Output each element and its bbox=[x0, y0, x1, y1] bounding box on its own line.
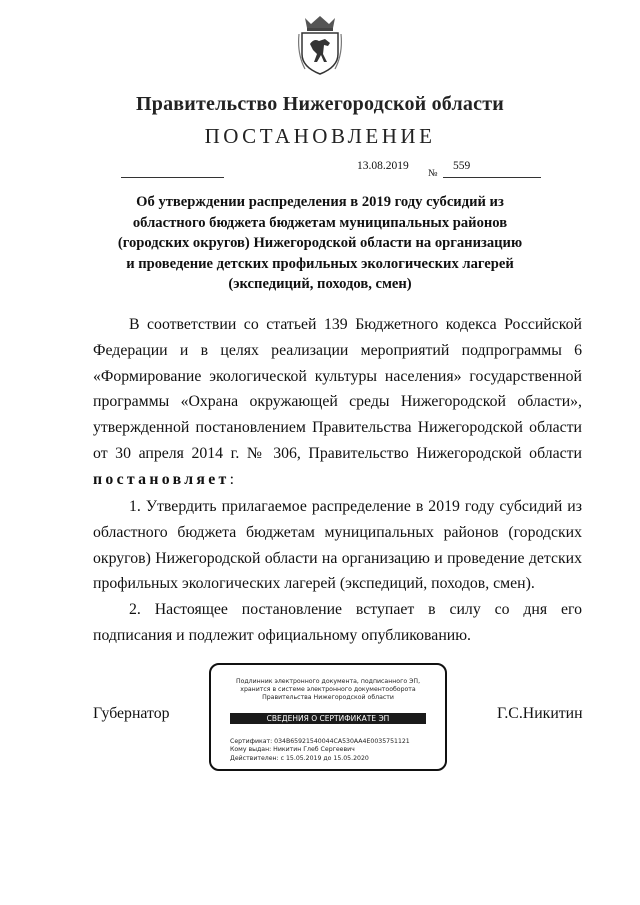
preamble-text: В соответствии со статьей 139 Бюджетного кодекса Российской Федерации и в целях реализации мероприятий подпрограммы 6 «Формирование экологической культуры населения» государственной программы «Охрана окружающей среды Нижегородской области», утвержденной постановлением Правительства Нижегородской области от 30 апреля 2014 г. № 306, Правительство Нижегородской области bbox=[93, 316, 582, 462]
certificate-owner: Кому выдан: Никитин Глеб Сергеевич bbox=[230, 746, 355, 754]
resolves-word: постановляет bbox=[93, 470, 230, 488]
signer-name: Г.С.Никитин bbox=[497, 705, 583, 722]
title-line: и проведение детских профильных экологических лагерей bbox=[126, 255, 514, 272]
stamp-header-line: Правительства Нижегородской области bbox=[262, 694, 394, 702]
title-line: Об утверждении распределения в 2019 году субсидий из bbox=[136, 194, 504, 210]
stamp-certificate-info bbox=[230, 738, 410, 763]
number-sign: № bbox=[428, 168, 438, 179]
coat-of-arms-emblem bbox=[297, 14, 343, 76]
stamp-header bbox=[211, 678, 445, 703]
document-type: ПОСТАНОВЛЕНИЕ bbox=[204, 124, 436, 148]
preamble-paragraph bbox=[93, 312, 582, 493]
title-line: областного бюджета бюджетам муниципальных районов bbox=[132, 214, 508, 231]
signer-position: Губернатор bbox=[93, 705, 170, 722]
document-number: 559 bbox=[453, 160, 471, 172]
stamp-certificate-bar: СВЕДЕНИЯ О СЕРТИФИКАТЕ ЭП bbox=[230, 713, 426, 724]
stamp-header-line: хранится в системе электронного документооборота bbox=[240, 686, 416, 694]
stamp-header-line: Подлинник электронного документа, подписанного ЭП, bbox=[235, 678, 421, 685]
clause-2-paragraph: 2. Настоящее постановление вступает в силу со дня его подписания и подлежит официальному опубликованию. bbox=[93, 601, 582, 644]
document-title bbox=[110, 192, 530, 295]
electronic-signature-stamp bbox=[209, 663, 447, 771]
government-name: Правительство Нижегородской области bbox=[136, 93, 504, 115]
certificate-validity: Действителен: с 15.05.2019 до 15.05.2020 bbox=[230, 754, 369, 762]
blank-line-left bbox=[121, 177, 224, 178]
title-line: (городских округов) Нижегородской области на организацию bbox=[117, 235, 523, 252]
number-underline bbox=[443, 177, 541, 178]
title-line: (экспедиций, походов, смен) bbox=[228, 276, 412, 293]
resolves-colon: : bbox=[229, 470, 234, 488]
clause-1-paragraph: 1. Утвердить прилагаемое распределение в 2019 году субсидий из областного бюджета бюджетам муниципальных районов (городских округов) Нижегородской области на организацию и проведение детских профильных экологических лагерей (экспедиций, походов, смен). bbox=[93, 498, 582, 593]
certificate-number: Сертификат: 034B65921540044CA530AA4E0035751121 bbox=[230, 738, 410, 745]
document-date: 13.08.2019 bbox=[357, 160, 409, 172]
